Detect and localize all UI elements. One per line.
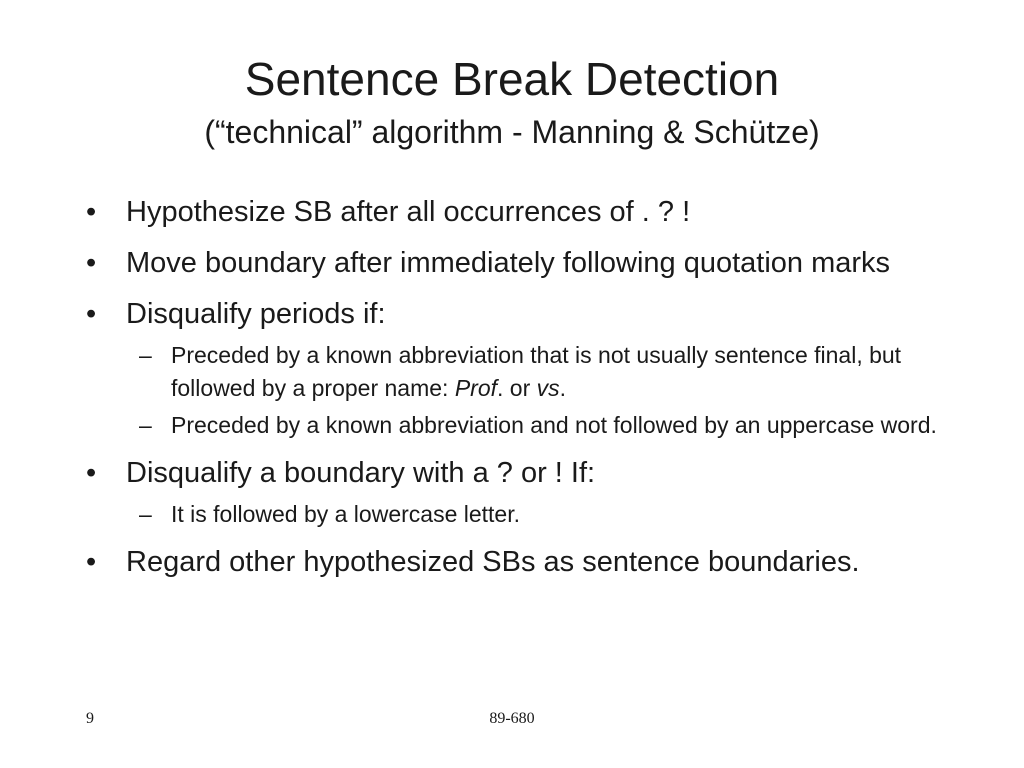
bullet-icon: • <box>86 546 97 578</box>
bullet-text: Disqualify periods if: <box>126 298 386 330</box>
sub-bullet-text: Preceded by a known abbreviation that is not usually sentence final, but followed by a proper name: Prof. or vs. <box>171 342 902 401</box>
slide-number: 9 <box>86 710 94 727</box>
bullet-icon: • <box>86 298 97 330</box>
sub-bullet-item <box>126 409 946 442</box>
dash-icon: – <box>139 412 152 438</box>
sub-bullet-text: Preceded by a known abbreviation and not followed by an uppercase word. <box>171 412 937 438</box>
bullet-icon: • <box>86 196 97 228</box>
bullet-text: Move boundary after immediately following quotation marks <box>126 247 891 279</box>
bullet-text: Disqualify a boundary with a ? or ! If: <box>126 457 596 489</box>
sub-bullet-item <box>126 339 946 405</box>
bullet-item <box>86 453 946 531</box>
bullet-text: Regard other hypothesized SBs as sentence boundaries. <box>126 546 860 578</box>
sub-bullet-list <box>126 339 946 442</box>
sub-bullet-item <box>126 498 946 531</box>
bullet-item <box>86 243 946 283</box>
dash-icon: – <box>139 342 152 368</box>
bullet-item <box>86 542 946 582</box>
slide-subtitle: (“technical” algorithm - Manning & Schütze) <box>204 114 820 150</box>
sub-bullet-text: It is followed by a lowercase letter. <box>171 501 520 527</box>
bullet-item <box>86 192 946 232</box>
slide-title: Sentence Break Detection <box>244 53 780 105</box>
italic-abbrev: vs <box>536 375 560 401</box>
bullet-text: Hypothesize SB after all occurrences of . ? ! <box>126 196 691 228</box>
bullet-icon: • <box>86 247 97 279</box>
bullet-list <box>86 192 946 593</box>
bullet-item <box>86 294 946 442</box>
sub-bullet-list <box>126 498 946 531</box>
italic-abbrev: Prof <box>454 375 498 401</box>
dash-icon: – <box>139 501 152 527</box>
bullet-icon: • <box>86 457 97 489</box>
footer-course-code: 89-680 <box>489 710 535 727</box>
